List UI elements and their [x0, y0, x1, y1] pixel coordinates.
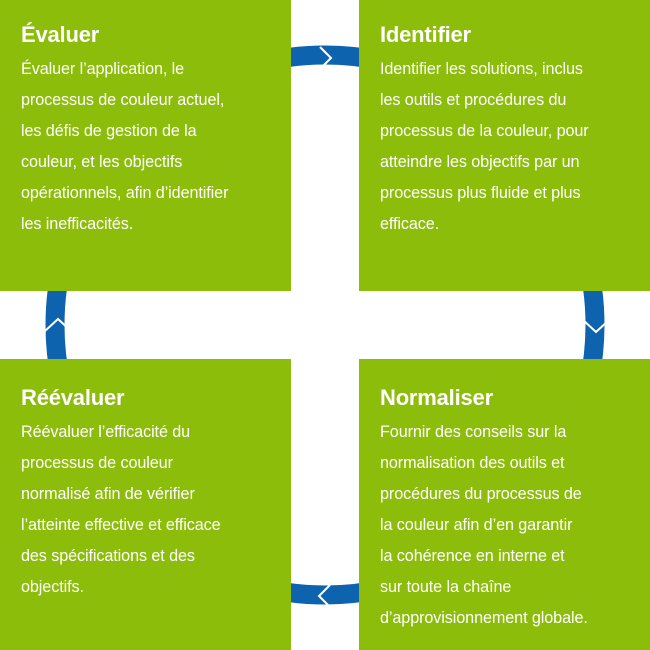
step-evaluer-text: Évaluer l’application, le processus de couleur actuel, les défis de gestion de la couleur, et les objectifs opérationnels, afin d’identifier les inefficacités.: [21, 60, 229, 233]
chevron-up-icon: [41, 308, 75, 342]
chevron-left-icon: [308, 579, 342, 613]
step-evaluer-box: [0, 0, 291, 291]
step-normaliser-title: Normaliser: [380, 385, 493, 410]
step-normaliser-text: Fournir des conseils sur la normalisation des outils et procédures du processus de la couleur afin d’en garantir la cohérence en interne et sur toute la chaîne d’approvisionnement globale.: [380, 423, 588, 627]
step-identifier-text: Identifier les solutions, inclus les outils et procédures du processus de la couleur, pour atteindre les objectifs par un processus plus fluide et plus efficace.: [380, 60, 589, 233]
step-reevaluer-text: Réévaluer l’efficacité du processus de couleur normalisé afin de vérifier l’atteinte effective et efficace des spécifications et des objectifs.: [21, 423, 221, 596]
step-identifier-box: [359, 0, 650, 291]
chevron-down-icon: [579, 308, 613, 342]
step-reevaluer-title: Réévaluer: [21, 385, 125, 410]
step-normaliser-box: [359, 359, 650, 650]
step-reevaluer-box: [0, 359, 291, 650]
step-evaluer-title: Évaluer: [21, 22, 100, 47]
step-identifier-title: Identifier: [380, 22, 471, 47]
chevron-right-icon: [308, 41, 342, 75]
